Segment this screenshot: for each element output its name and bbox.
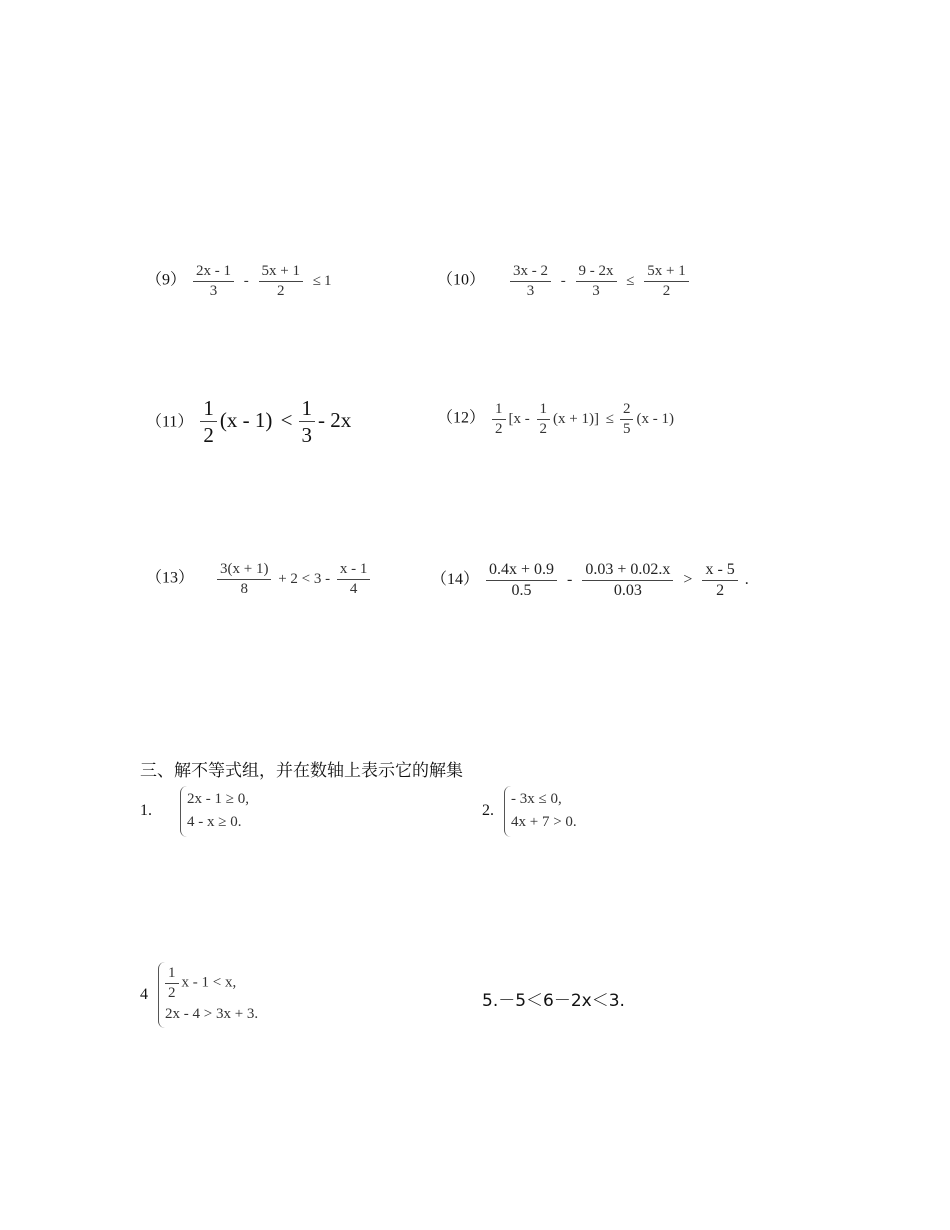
relation: ≤	[312, 272, 321, 289]
numerator: 2	[620, 400, 634, 420]
expression	[483, 561, 749, 599]
numerator: 1	[299, 395, 316, 422]
brace-system	[504, 786, 577, 837]
denominator: 0.03	[613, 582, 642, 599]
system-line: 4x + 7 > 0.	[511, 814, 577, 831]
system-4	[140, 962, 258, 1028]
fraction	[259, 262, 303, 301]
problem-label: （9）	[146, 271, 187, 289]
expression	[507, 263, 692, 299]
term: (x - 1)	[636, 410, 674, 427]
fraction	[337, 560, 371, 599]
expression	[190, 263, 332, 299]
system-5	[482, 986, 625, 1011]
period: .	[744, 571, 749, 589]
system-label: 1.	[140, 802, 152, 820]
problem-10	[437, 262, 692, 301]
denominator: 2	[539, 420, 548, 437]
numerator: 3x - 2	[510, 262, 551, 282]
relation: <	[280, 407, 293, 432]
system-2	[482, 786, 577, 837]
system-label: 2.	[482, 802, 494, 820]
expression	[197, 396, 352, 448]
denominator: 3	[592, 282, 600, 299]
fraction	[299, 395, 316, 449]
problem-label: （13）	[146, 569, 195, 587]
numerator: 1	[492, 400, 506, 420]
problem-9	[146, 262, 331, 301]
fraction	[165, 964, 179, 1003]
relation: ≤	[605, 410, 614, 427]
term: (x + 1)]	[553, 410, 599, 427]
system-1	[140, 786, 249, 837]
problem-label: （11）	[146, 413, 194, 431]
fraction	[510, 262, 551, 301]
denominator: 2	[203, 423, 214, 448]
term: [x -	[508, 410, 530, 427]
numerator: 5x + 1	[259, 262, 303, 282]
numerator: x - 5	[702, 560, 737, 581]
rhs: 1	[323, 272, 332, 289]
fraction	[576, 262, 617, 301]
denominator: 3	[301, 423, 312, 448]
denominator: 3	[526, 282, 535, 299]
denominator: 4	[349, 580, 358, 597]
numerator: 3(x + 1)	[217, 560, 271, 580]
fraction	[620, 400, 634, 439]
denominator: 5	[622, 420, 631, 437]
section-title: 三、解不等式组，并在数轴上表示它的解集	[140, 761, 463, 781]
numerator: x - 1	[337, 560, 371, 580]
term: x - 1 < x,	[181, 974, 237, 991]
numerator: 2x - 1	[193, 262, 234, 282]
problem-12	[437, 400, 674, 439]
problem-11	[146, 395, 351, 449]
problem-label: （10）	[437, 271, 486, 289]
problem-label: （12）	[437, 409, 486, 427]
brace-system	[180, 786, 249, 837]
fraction	[492, 400, 506, 439]
fraction	[486, 560, 557, 601]
problem-13	[146, 560, 373, 599]
system-line: - 3x ≤ 0,	[511, 791, 562, 807]
operator: -	[243, 272, 249, 289]
denominator: 0.5	[511, 582, 532, 599]
denominator: 3	[209, 282, 218, 299]
fraction	[217, 560, 271, 599]
problem-label: （14）	[431, 571, 480, 589]
numerator: 9 - 2x	[576, 262, 617, 282]
operator: -	[567, 571, 573, 589]
fraction	[193, 262, 234, 301]
expression	[214, 561, 373, 597]
term: (x - 1)	[219, 407, 273, 432]
fraction	[702, 560, 737, 601]
denominator: 2	[168, 984, 176, 1001]
relation: ≤	[626, 272, 635, 289]
relation: >	[683, 571, 693, 589]
numerator: 1	[200, 395, 217, 422]
denominator: 2	[495, 420, 503, 437]
denominator: 2	[716, 582, 725, 599]
term: + 2 < 3 -	[278, 570, 331, 587]
denominator: 8	[240, 580, 248, 597]
operator: -	[560, 272, 566, 289]
numerator: 0.03 + 0.02.x	[582, 560, 673, 581]
system-label: 5.	[482, 991, 499, 1011]
expression	[489, 401, 674, 437]
brace-system	[158, 962, 258, 1028]
numerator: 0.4x + 0.9	[486, 560, 557, 581]
fraction	[200, 395, 217, 449]
system-text: －5＜6－2x＜3.	[498, 991, 625, 1011]
system-line: 4 - x ≥ 0.	[187, 814, 242, 831]
denominator: 2	[662, 282, 671, 299]
denominator: 2	[277, 282, 285, 299]
system-label: 4	[140, 985, 148, 1003]
system-line	[165, 964, 258, 1003]
numerator: 1	[537, 400, 551, 420]
fraction	[537, 400, 551, 439]
fraction	[644, 262, 688, 301]
system-line: 2x - 4 > 3x + 3.	[165, 1005, 259, 1022]
system-line: 2x - 1 ≥ 0,	[187, 791, 249, 807]
numerator: 1	[165, 964, 179, 984]
term: - 2x	[318, 407, 352, 432]
numerator: 5x + 1	[644, 262, 688, 282]
fraction	[582, 560, 673, 601]
problem-14	[431, 560, 749, 601]
